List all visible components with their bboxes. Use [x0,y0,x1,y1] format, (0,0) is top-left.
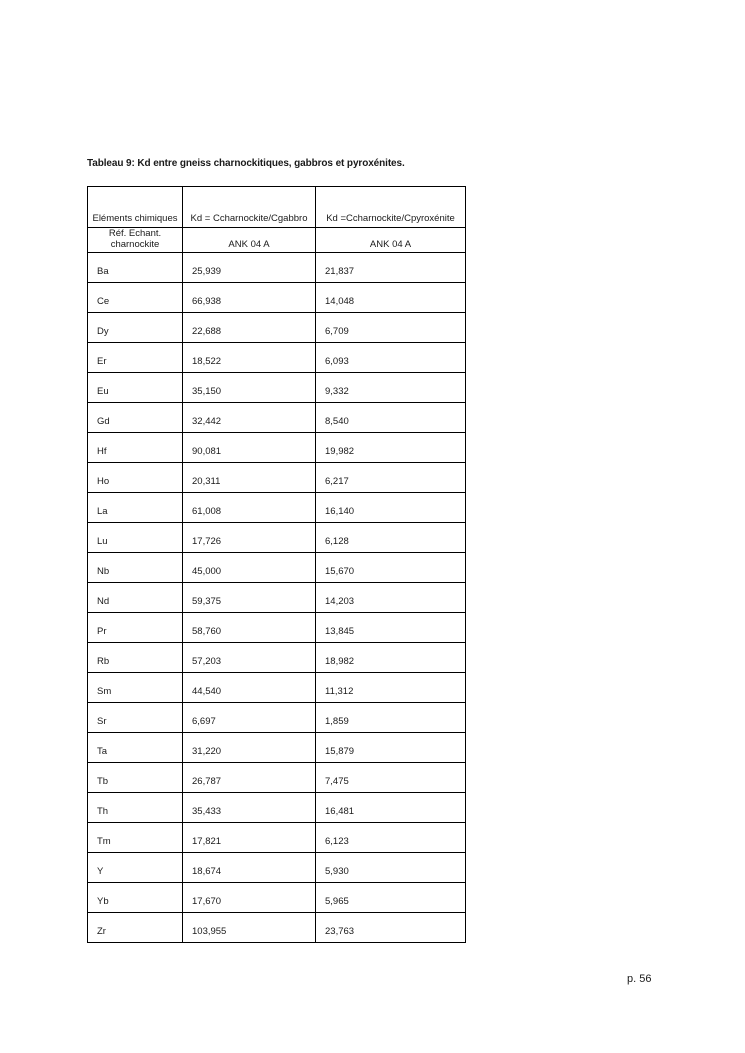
table-row [88,763,466,793]
table-body [88,253,466,943]
table-row [88,283,466,313]
kd-pyroxenite-cell: 6,128 [316,523,466,553]
table-row [88,433,466,463]
kd-pyroxenite-cell: 19,982 [316,433,466,463]
kd-gabbro-cell: 18,522 [183,343,316,373]
header-row [88,187,466,228]
table-row [88,793,466,823]
element-cell: Dy [88,313,183,343]
kd-gabbro-cell: 31,220 [183,733,316,763]
kd-pyroxenite-cell: 11,312 [316,673,466,703]
kd-gabbro-cell: 26,787 [183,763,316,793]
kd-pyroxenite-cell: 21,837 [316,253,466,283]
element-cell: Ho [88,463,183,493]
table-row [88,313,466,343]
kd-gabbro-cell: 61,008 [183,493,316,523]
kd-gabbro-cell: 6,697 [183,703,316,733]
element-cell: Sr [88,703,183,733]
element-cell: Er [88,343,183,373]
kd-pyroxenite-cell: 6,123 [316,823,466,853]
element-cell: Nd [88,583,183,613]
kd-pyroxenite-cell: 16,481 [316,793,466,823]
table-row [88,823,466,853]
element-cell: Ta [88,733,183,763]
table-row [88,643,466,673]
element-cell: Tm [88,823,183,853]
kd-gabbro-cell: 57,203 [183,643,316,673]
kd-pyroxenite-cell: 5,930 [316,853,466,883]
element-cell: Tb [88,763,183,793]
kd-pyroxenite-cell: 15,879 [316,733,466,763]
subheader-line: Réf. Echant. [108,228,162,239]
column-header-kd-gabbro: Kd = Ccharnockite/Cgabbro [183,187,316,228]
kd-pyroxenite-cell: 6,093 [316,343,466,373]
subheader-row [88,228,466,253]
table-caption: Tableau 9: Kd entre gneiss charnockitiques, gabbros et pyroxénites. [87,158,405,169]
element-cell: Y [88,853,183,883]
table-row [88,613,466,643]
kd-gabbro-cell: 32,442 [183,403,316,433]
table-row [88,553,466,583]
kd-pyroxenite-cell: 9,332 [316,373,466,403]
kd-gabbro-cell: 35,150 [183,373,316,403]
table-row [88,583,466,613]
element-cell: Rb [88,643,183,673]
table-row [88,523,466,553]
kd-gabbro-cell: 25,939 [183,253,316,283]
kd-pyroxenite-cell: 18,982 [316,643,466,673]
kd-gabbro-cell: 59,375 [183,583,316,613]
subheader-line: charnockite [110,238,160,250]
kd-pyroxenite-cell: 7,475 [316,763,466,793]
element-cell: La [88,493,183,523]
element-cell: Nb [88,553,183,583]
element-cell: Hf [88,433,183,463]
subheader-sample-gabbro: ANK 04 A [183,228,316,253]
table-row [88,253,466,283]
table-row [88,493,466,523]
element-cell: Lu [88,523,183,553]
table-row [88,853,466,883]
kd-pyroxenite-cell: 6,217 [316,463,466,493]
kd-gabbro-cell: 44,540 [183,673,316,703]
kd-pyroxenite-cell: 15,670 [316,553,466,583]
column-header-kd-pyroxenite: Kd =Ccharnockite/Cpyroxénite [316,187,466,228]
kd-pyroxenite-cell: 1,859 [316,703,466,733]
element-cell: Ba [88,253,183,283]
kd-gabbro-cell: 20,311 [183,463,316,493]
kd-gabbro-cell: 103,955 [183,913,316,943]
element-cell: Sm [88,673,183,703]
kd-gabbro-cell: 58,760 [183,613,316,643]
table-row [88,733,466,763]
kd-pyroxenite-cell: 14,203 [316,583,466,613]
kd-gabbro-cell: 18,674 [183,853,316,883]
table-row [88,463,466,493]
kd-table [87,186,466,943]
kd-pyroxenite-cell: 5,965 [316,883,466,913]
element-cell: Th [88,793,183,823]
table-row [88,403,466,433]
element-cell: Zr [88,913,183,943]
element-cell: Pr [88,613,183,643]
kd-gabbro-cell: 90,081 [183,433,316,463]
subheader-sample-pyroxenite: ANK 04 A [316,228,466,253]
table-row [88,673,466,703]
element-cell: Ce [88,283,183,313]
kd-pyroxenite-cell: 16,140 [316,493,466,523]
kd-gabbro-cell: 17,670 [183,883,316,913]
table-row [88,703,466,733]
kd-gabbro-cell: 17,726 [183,523,316,553]
kd-pyroxenite-cell: 13,845 [316,613,466,643]
subheader-ref-echant [88,228,183,253]
kd-gabbro-cell: 66,938 [183,283,316,313]
column-header-elements: Eléments chimiques [88,187,183,228]
kd-pyroxenite-cell: 14,048 [316,283,466,313]
element-cell: Eu [88,373,183,403]
table-header [88,187,466,253]
kd-pyroxenite-cell: 8,540 [316,403,466,433]
table-row [88,913,466,943]
kd-gabbro-cell: 17,821 [183,823,316,853]
kd-gabbro-cell: 45,000 [183,553,316,583]
kd-gabbro-cell: 35,433 [183,793,316,823]
table-row [88,883,466,913]
element-cell: Yb [88,883,183,913]
page-number: p. 56 [627,973,652,985]
table-row [88,373,466,403]
table-row [88,343,466,373]
kd-pyroxenite-cell: 6,709 [316,313,466,343]
kd-pyroxenite-cell: 23,763 [316,913,466,943]
element-cell: Gd [88,403,183,433]
kd-gabbro-cell: 22,688 [183,313,316,343]
